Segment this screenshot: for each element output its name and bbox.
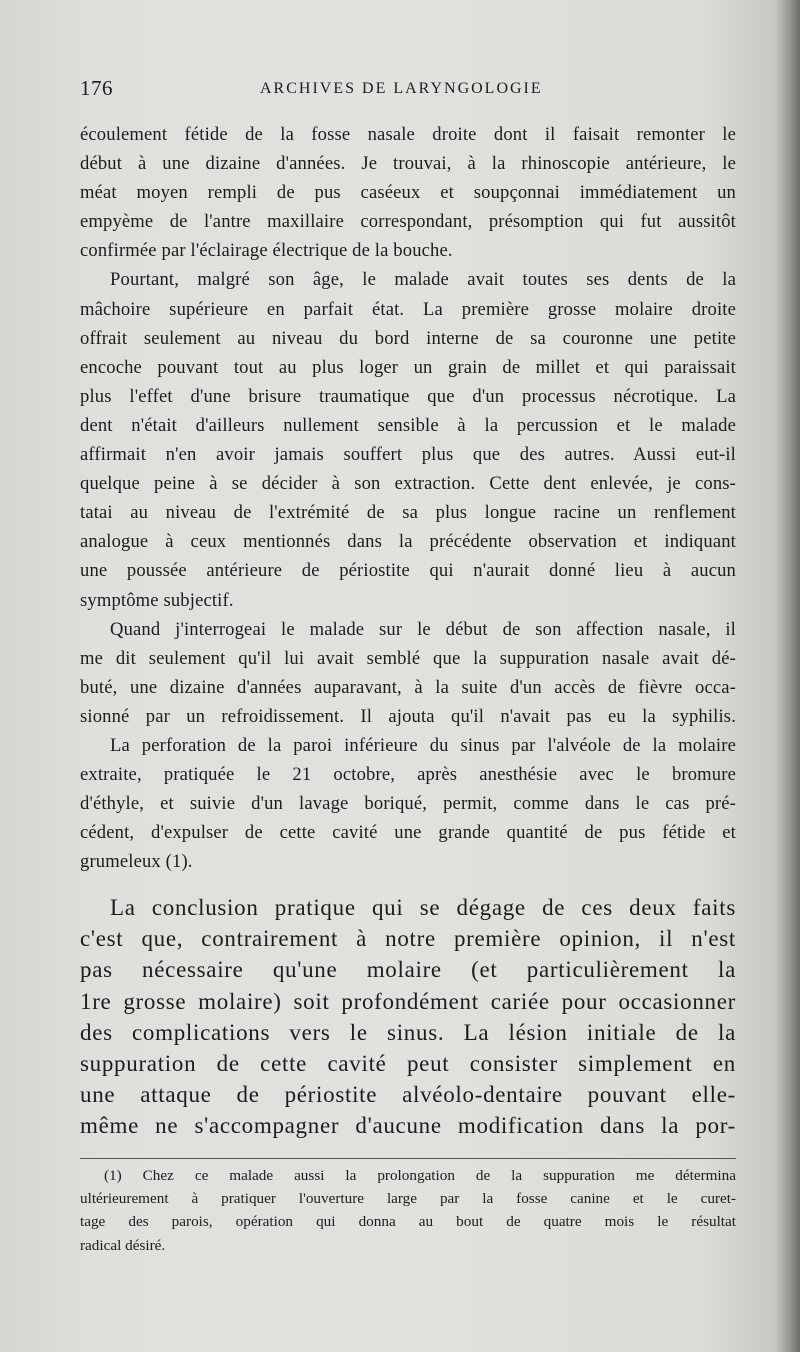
page-header [80,76,740,104]
body-line: sionné par un refroidissement. Il ajouta qu'il n'avait pas eu la syphilis. [80,705,736,727]
typed-line: La conclusion pratique qui se dégage de ces deux faits [110,895,736,920]
body-line: buté, une dizaine d'années auparavant, à la suite d'un accès de fièvre occa- [80,676,736,698]
body-line: quelque peine à se décider à son extraction. Cette dent enlevée, je cons- [80,473,736,495]
typed-line: des complications vers le sinus. La lésion initiale de la [80,1019,736,1045]
footnote [80,1164,736,1257]
body-line: confirmée par l'éclairage électrique de la bouche. [80,240,453,262]
body-line: une poussée antérieure de périostite qui n'aurait donné lieu à aucun [80,560,736,582]
body-text [80,120,736,876]
typed-line: c'est que, contrairement à notre première opinion, il n'est [80,926,736,952]
body-line: méat moyen rempli de pus caséeux et soupçonnai immédiatement un [80,182,736,204]
body-line: cédent, d'expulser de cette cavité une grande quantité de pus fétide et [80,822,736,844]
body-line: offrait seulement au niveau du bord interne de sa couronne une petite [80,327,736,349]
body-line: tatai au niveau de l'extrémité de sa plus longue racine un renflement [80,502,736,524]
body-line: plus l'effet d'une brisure traumatique que d'un processus nécrotique. La [80,385,736,407]
body-line: encoche pouvant tout au plus loger un grain de millet et qui paraissait [80,356,736,378]
body-line: affirmait n'en avoir jamais souffert plus que des autres. Aussi eut-il [80,444,736,466]
typed-line: une attaque de périostite alvéolo-dentaire pouvant elle- [80,1082,736,1108]
footnote-line: tage des parois, opération qui donna au bout de quatre mois le résultat [80,1213,736,1231]
page-number: 176 [80,76,113,100]
body-line: empyème de l'antre maxillaire correspondant, présomption qui fut aussitôt [80,211,736,233]
typed-paragraph [80,892,736,1142]
body-line: début à une dizaine d'années. Je trouvai, à la rhinoscopie antérieure, le [80,153,736,175]
typed-line: même ne s'accompagner d'aucune modification dans la por- [80,1113,736,1139]
footnote-line: (1) Chez ce malade aussi la prolongation de la suppuration me détermina [104,1167,736,1184]
body-line: écoulement fétide de la fosse nasale droite dont il faisait remonter le [80,124,736,145]
body-line: me dit seulement qu'il lui avait semblé que la suppuration nasale avait dé- [80,647,736,669]
body-line: mâchoire supérieure en parfait état. La première grosse molaire droite [80,298,736,320]
body-line: d'éthyle, et suivie d'un lavage boriqué, permit, comme dans le cas pré- [80,793,736,815]
body-line: Pourtant, malgré son âge, le malade avait toutes ses dents de la [110,269,736,291]
body-line: analogue à ceux mentionnés dans la précédente observation et indiquant [80,531,736,553]
running-head: ARCHIVES DE LARYNGOLOGIE [260,80,543,97]
body-line: grumeleux (1). [80,851,193,873]
typed-line: suppuration de cette cavité peut consister simplement en [80,1050,736,1076]
body-line: Quand j'interrogeai le malade sur le début de son affection nasale, il [110,618,736,640]
typed-line: pas nécessaire qu'une molaire (et particulièrement la [80,957,736,983]
body-line: symptôme subjectif. [80,589,234,611]
typed-line: 1re grosse molaire) soit profondément cariée pour occasionner [80,988,736,1014]
body-line: La perforation de la paroi inférieure du sinus par l'alvéole de la molaire [110,734,736,756]
footnote-line: ultérieurement à pratiquer l'ouverture large par la fosse canine et le curet- [80,1190,736,1208]
body-line: extraite, pratiquée le 21 octobre, après anesthésie avec le bromure [80,764,736,786]
footnote-rule [80,1158,736,1159]
footnote-line: radical désiré. [80,1236,166,1254]
body-line: dent n'était d'ailleurs nullement sensible à la percussion et le malade [80,414,736,436]
page-edge-shadow [774,0,800,1352]
